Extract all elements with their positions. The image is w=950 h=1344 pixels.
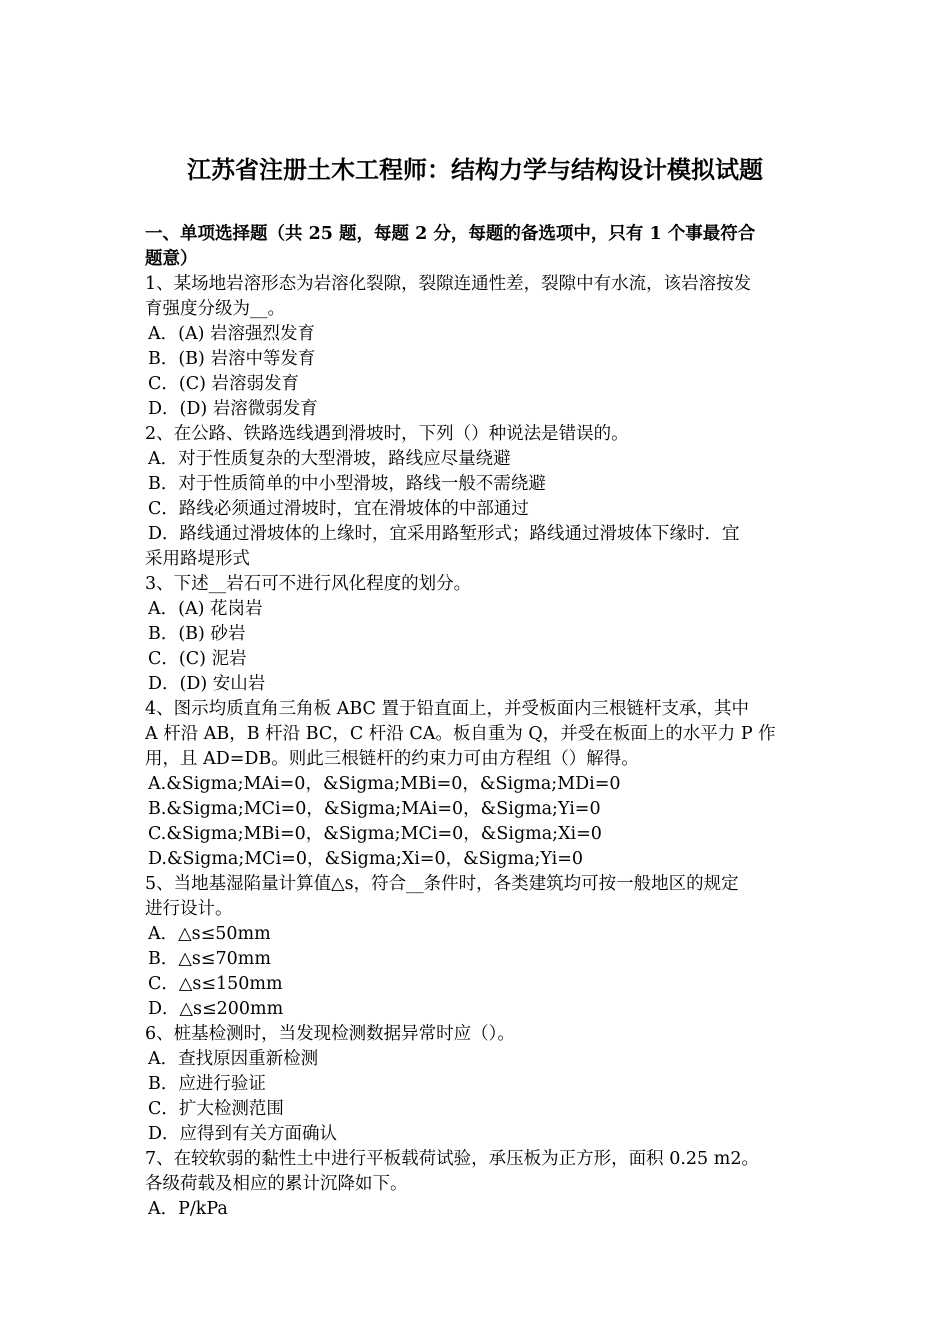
option-d: D．应得到有关方面确认 — [148, 1124, 338, 1144]
document-title: 江苏省注册土木工程师：结构力学与结构设计模拟试题 — [187, 155, 763, 184]
option-b: B．(B) 砂岩 — [148, 624, 246, 644]
question-stem-line: 5、当地基湿陷量计算值△s，符合__条件时，各类建筑均可按一般地区的规定 — [145, 874, 739, 894]
question-stem-line: 6、桩基检测时，当发现检测数据异常时应（）。 — [145, 1024, 515, 1044]
option-a: A．P/kPa — [148, 1199, 228, 1219]
question-stem-line: 各级荷载及相应的累计沉降如下。 — [145, 1174, 408, 1194]
option-c: C．扩大检测范围 — [148, 1099, 284, 1119]
question-4 — [145, 697, 807, 872]
question-2 — [145, 422, 807, 572]
question-6 — [145, 1022, 807, 1147]
option-a: A．(A) 花岗岩 — [148, 599, 263, 619]
option-c: C．路线必须通过滑坡时，宜在滑坡体的中部通过 — [148, 499, 529, 519]
option-b: B.&Sigma;MCi=0，&Sigma;MAi=0，&Sigma;Yi=0 — [148, 799, 601, 819]
option-a: A．△s≤50mm — [148, 924, 271, 944]
question-stem-line: 育强度分级为__。 — [145, 299, 285, 319]
option-d: D．△s≤200mm — [148, 999, 284, 1019]
section-heading-line: 一、单项选择题（共 25 题，每题 2 分，每题的备选项中，只有 1 个事最符合 — [145, 224, 756, 244]
question-stem-line: 用，且 AD=DB。则此三根链杆的约束力可由方程组（）解得。 — [145, 749, 639, 769]
option-c: C.&Sigma;MBi=0，&Sigma;MCi=0，&Sigma;Xi=0 — [148, 824, 602, 844]
question-stem-line: A 杆沿 AB，B 杆沿 BC，C 杆沿 CA。板自重为 Q，并受在板面上的水平力 P 作 — [145, 724, 776, 744]
option-b: B．(B) 岩溶中等发育 — [148, 349, 316, 369]
question-5 — [145, 872, 807, 1022]
question-1 — [145, 272, 807, 422]
section-heading — [145, 222, 807, 272]
option-b: B．对于性质简单的中小型滑坡，路线一般不需绕避 — [148, 474, 546, 494]
question-stem-line: 3、下述__岩石可不进行风化程度的划分。 — [145, 574, 472, 594]
option-d: D.&Sigma;MCi=0，&Sigma;Xi=0，&Sigma;Yi=0 — [148, 849, 584, 869]
option-a: A．(A) 岩溶强烈发育 — [148, 324, 315, 344]
section-heading-line: 题意） — [145, 249, 198, 269]
question-stem-line: 进行设计。 — [145, 899, 233, 919]
option-d-continuation: 采用路堤形式 — [145, 549, 250, 569]
question-stem-line: 4、图示均质直角三角板 ABC 置于铅直面上，并受板面内三根链杆支承，其中 — [145, 699, 749, 719]
option-d: D．(D) 安山岩 — [148, 674, 266, 694]
question-7 — [145, 1147, 807, 1222]
option-b: B．应进行验证 — [148, 1074, 266, 1094]
option-d: D．(D) 岩溶微弱发育 — [148, 399, 318, 419]
question-stem-line: 7、在较软弱的黏性土中进行平板载荷试验，承压板为正方形，面积 0.25 m2。 — [145, 1149, 759, 1169]
question-3 — [145, 572, 807, 697]
option-a: A．对于性质复杂的大型滑坡，路线应尽量绕避 — [148, 449, 511, 469]
option-d: D．路线通过滑坡体的上缘时，宜采用路堑形式；路线通过滑坡体下缘时．宜 — [148, 524, 740, 544]
option-a: A．查找原因重新检测 — [148, 1049, 319, 1069]
question-stem-line: 2、在公路、铁路选线遇到滑坡时，下列（）种说法是错误的。 — [145, 424, 629, 444]
question-stem-line: 1、某场地岩溶形态为岩溶化裂隙，裂隙连通性差，裂隙中有水流，该岩溶按发 — [145, 274, 752, 294]
option-a: A.&Sigma;MAi=0，&Sigma;MBi=0，&Sigma;MDi=0 — [148, 774, 621, 794]
document-body — [145, 222, 807, 1222]
option-c: C．△s≤150mm — [148, 974, 283, 994]
option-c: C．(C) 泥岩 — [148, 649, 247, 669]
option-b: B．△s≤70mm — [148, 949, 271, 969]
option-c: C．(C) 岩溶弱发育 — [148, 374, 299, 394]
